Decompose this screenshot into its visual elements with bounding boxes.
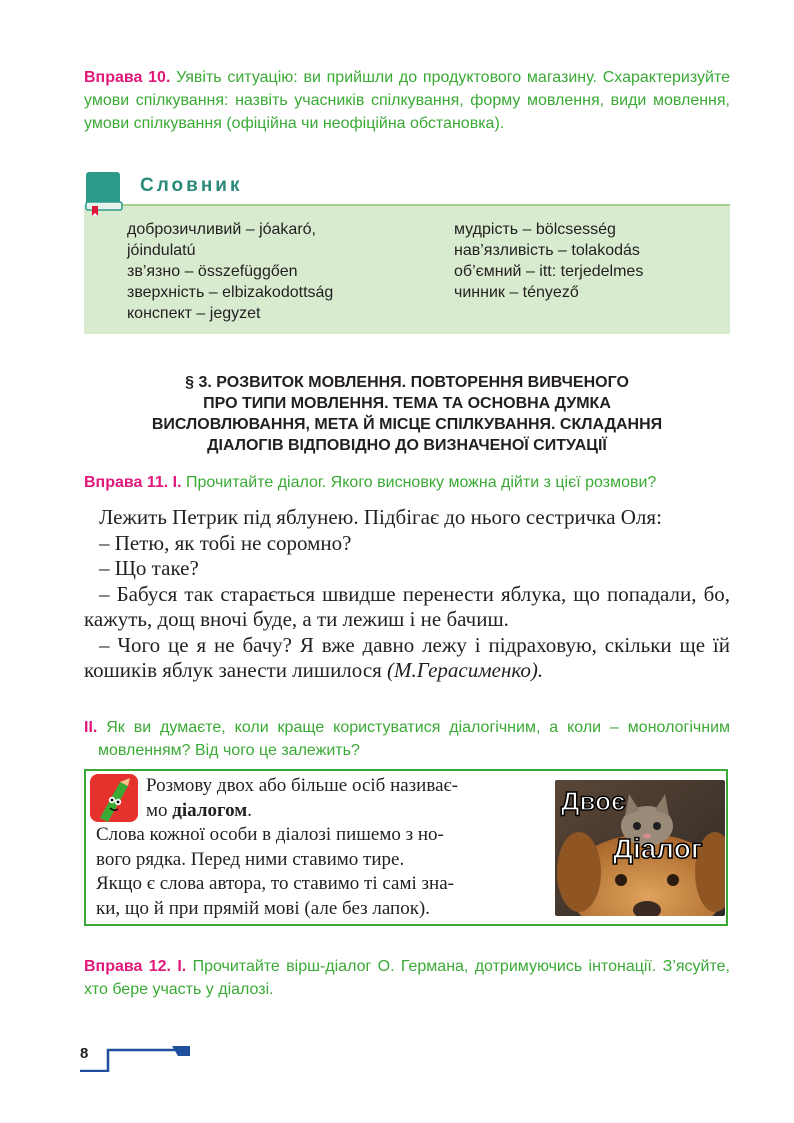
- section-heading-line: ДІАЛОГІВ ВІДПОВІДНО ДО ВИЗНАЧЕНОЇ СИТУАЦІЇ: [207, 437, 607, 454]
- exercise-12-text: Прочитайте вірш-діалог О. Германа, дотримуючись інтонації. З’ясуйте, хто бере участь у діалозі.: [84, 958, 730, 998]
- vocab-entry: чинник – tényező: [454, 284, 579, 301]
- dialogue-line: – Що таке?: [99, 556, 199, 580]
- dialogue-line: – Бабуся так старається швидше перенести яблука, що попадали, бо, кажуть, дощ вночі буде, а ти лежиш і не бачиш.: [84, 581, 730, 631]
- footer-decoration: [80, 1042, 200, 1072]
- dialogue-line: [84, 633, 730, 684]
- exercise-12-label: Вправа 12.: [84, 958, 171, 975]
- exercise-11-part2-text: Як ви думаєте, коли краще користуватися діалогічним, а коли – монологічним мовленням? Від чого це залежить?: [97, 719, 730, 759]
- rule-keyword: діалогом: [172, 799, 248, 821]
- page-number: 8: [80, 1045, 89, 1062]
- section-heading-line: ПРО ТИПИ МОВЛЕННЯ. ТЕМА ТА ОСНОВНА ДУМКА: [203, 395, 611, 412]
- rule-line-start: мо: [146, 799, 173, 821]
- vocab-entry: конспект – jegyzet: [127, 305, 261, 322]
- exercise-11-part2: [84, 716, 730, 762]
- vocab-entry: доброзичливий – jóakaró,: [127, 221, 316, 238]
- vocab-entry: jóindulatú: [127, 242, 196, 259]
- section-heading-line: § 3. РОЗВИТОК МОВЛЕННЯ. ПОВТОРЕННЯ ВИВЧЕНОГО: [185, 374, 629, 391]
- dog-cat-image: [555, 780, 725, 916]
- rule-line: [96, 799, 546, 824]
- exercise-12-number: І.: [171, 958, 187, 975]
- exercise-11-part2-number: ІІ.: [84, 719, 98, 736]
- rule-line: вого рядка. Перед ними ставимо тире.: [96, 848, 405, 870]
- vocabulary-left-column: [127, 219, 333, 324]
- dialogue-text: [84, 505, 730, 684]
- exercise-11-part1-text: Прочитайте діалог. Якого висновку можна дійти з цієї розмови?: [181, 474, 657, 491]
- dialogue-paragraph: Лежить Петрик під яблунею. Підбігає до нього сестричка Оля:: [99, 505, 662, 529]
- vocab-entry: зверхність – elbizakodottság: [127, 284, 334, 301]
- rule-text: [96, 774, 546, 921]
- dialogue-author: (М.Герасименко).: [381, 658, 544, 682]
- section-heading: [84, 372, 730, 456]
- meme-top-text: Двоє: [561, 786, 626, 816]
- exercise-10-text: Уявіть ситуацію: ви прийшли до продуктового магазину. Схарактеризуйте умови спілкування: назвіть учасників спілкування, форму мовлення, види мовлення, умови спілкування (офіційна чи неофіційна обстановка).: [84, 69, 730, 132]
- meme-photo: [555, 780, 725, 916]
- book-icon: [84, 172, 124, 216]
- vocab-entry: об’ємний – itt: terjedelmes: [454, 263, 644, 280]
- vocabulary-right-column: [454, 219, 643, 303]
- rule-line-end: .: [247, 799, 252, 821]
- vocabulary-title: Словник: [140, 175, 243, 196]
- vocab-entry: зв’язно – összefüggően: [127, 263, 298, 280]
- exercise-10-label: Вправа 10.: [84, 69, 171, 86]
- rule-line: Розмову двох або більше осіб називає-: [146, 775, 458, 796]
- vocab-entry: нав’язливість – tolakodás: [454, 242, 640, 259]
- exercise-11-label: Вправа 11.: [84, 474, 169, 491]
- rule-line: Слова кожної особи в діалозі пишемо з но-: [96, 824, 444, 845]
- exercise-10: [84, 66, 730, 135]
- dialogue-line-text: – Чого це я не бачу? Я вже давно лежу і підраховую, скільки ще їй кошиків яблук занести лишилося: [84, 632, 730, 682]
- vocab-entry: мудрість – bölcsesség: [454, 221, 616, 238]
- exercise-11-task: [84, 471, 730, 494]
- rule-line: ки, що й при прямій мові (але без лапок).: [96, 897, 431, 919]
- rule-line: Якщо є слова автора, то ставимо ті самі зна-: [96, 873, 454, 894]
- exercise-12: [84, 955, 730, 1001]
- dialogue-line: – Петю, як тобі не соромно?: [99, 530, 352, 555]
- meme-bottom-text: Діалог: [613, 833, 703, 864]
- section-heading-line: ВИСЛОВЛЮВАННЯ, МЕТА Й МІСЦЕ СПІЛКУВАННЯ. СКЛАДАННЯ: [151, 416, 663, 433]
- exercise-11-part1-number: І.: [168, 474, 182, 491]
- vocabulary-divider: [110, 204, 730, 206]
